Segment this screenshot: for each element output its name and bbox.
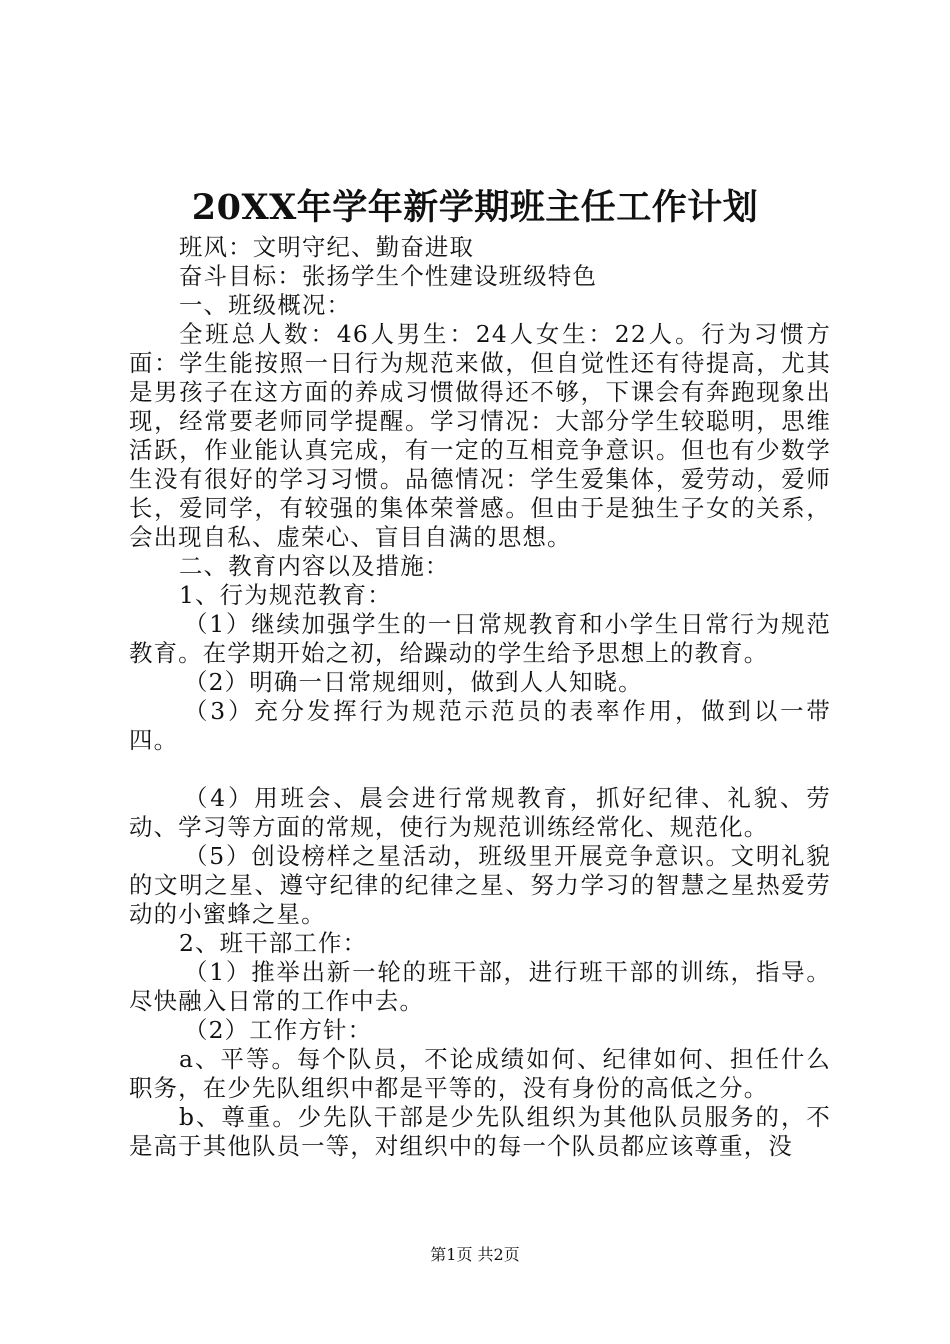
heading-class-cadre: 2、班干部工作： bbox=[179, 929, 368, 957]
heading-class-overview: 一、班级概况： bbox=[179, 291, 352, 319]
paragraph-item-1: （1）继续加强学生的一日常规教育和小学生日常行为规范教育。在学期开始之初，给躁动的学生给予思想上的教育。 bbox=[129, 610, 831, 667]
paragraph-principle-b: b、尊重。少先队干部是少先队组织为其他队员服务的，不是高于其他队员一等，对组织中的每一个队员都应该尊重，没 bbox=[129, 1103, 831, 1160]
paragraph-class-motto: 班风：文明守纪、勤奋进取 bbox=[179, 233, 475, 261]
paragraph-cadre-1: （1）推举出新一轮的班干部，进行班干部的训练，指导。尽快融入日常的工作中去。 bbox=[129, 958, 831, 1015]
document-title: 20XX年学年新学期班主任工作计划 bbox=[191, 187, 759, 228]
heading-education-content: 二、教育内容以及措施： bbox=[179, 552, 450, 580]
heading-behavior-education: 1、行为规范教育： bbox=[179, 581, 392, 609]
page-number-footer: 第1页 共2页 bbox=[430, 1245, 520, 1264]
paragraph-principle-a: a、平等。每个队员，不论成绩如何、纪律如何、担任什么职务，在少先队组织中都是平等的，没有身份的高低之分。 bbox=[129, 1045, 831, 1102]
paragraph-goal: 奋斗目标：张扬学生个性建设班级特色 bbox=[179, 262, 598, 290]
paragraph-item-3: （3）充分发挥行为规范示范员的表率作用，做到以一带四。 bbox=[129, 697, 831, 754]
paragraph-item-5: （5）创设榜样之星活动，班级里开展竞争意识。文明礼貌的文明之星、遵守纪律的纪律之星、努力学习的智慧之星热爱劳动的小蜜蜂之星。 bbox=[129, 842, 831, 928]
document-body bbox=[129, 233, 831, 1161]
blank-line bbox=[129, 755, 831, 784]
paragraph-class-overview: 全班总人数：46人男生：24人女生：22人。行为习惯方面：学生能按照一日行为规范来做，但自觉性还有待提高，尤其是男孩子在这方面的养成习惯做得还不够，下课会有奔跑现象出现，经常要老师同学提醒。学习情况：大部分学生较聪明，思维活跃，作业能认真完成，有一定的互相竞争意识。但也有少数学生没有很好的学习习惯。品德情况：学生爱集体，爱劳动，爱师长，爱同学，有较强的集体荣誉感。但由于是独生子女的关系，会出现自私、虚荣心、盲目自满的思想。 bbox=[129, 320, 831, 551]
paragraph-cadre-2: （2）工作方针： bbox=[184, 1016, 373, 1044]
paragraph-item-2: （2）明确一日常规细则，做到人人知晓。 bbox=[184, 668, 643, 696]
paragraph-item-4: （4）用班会、晨会进行常规教育，抓好纪律、礼貌、劳动、学习等方面的常规，使行为规范训练经常化、规范化。 bbox=[129, 784, 831, 841]
